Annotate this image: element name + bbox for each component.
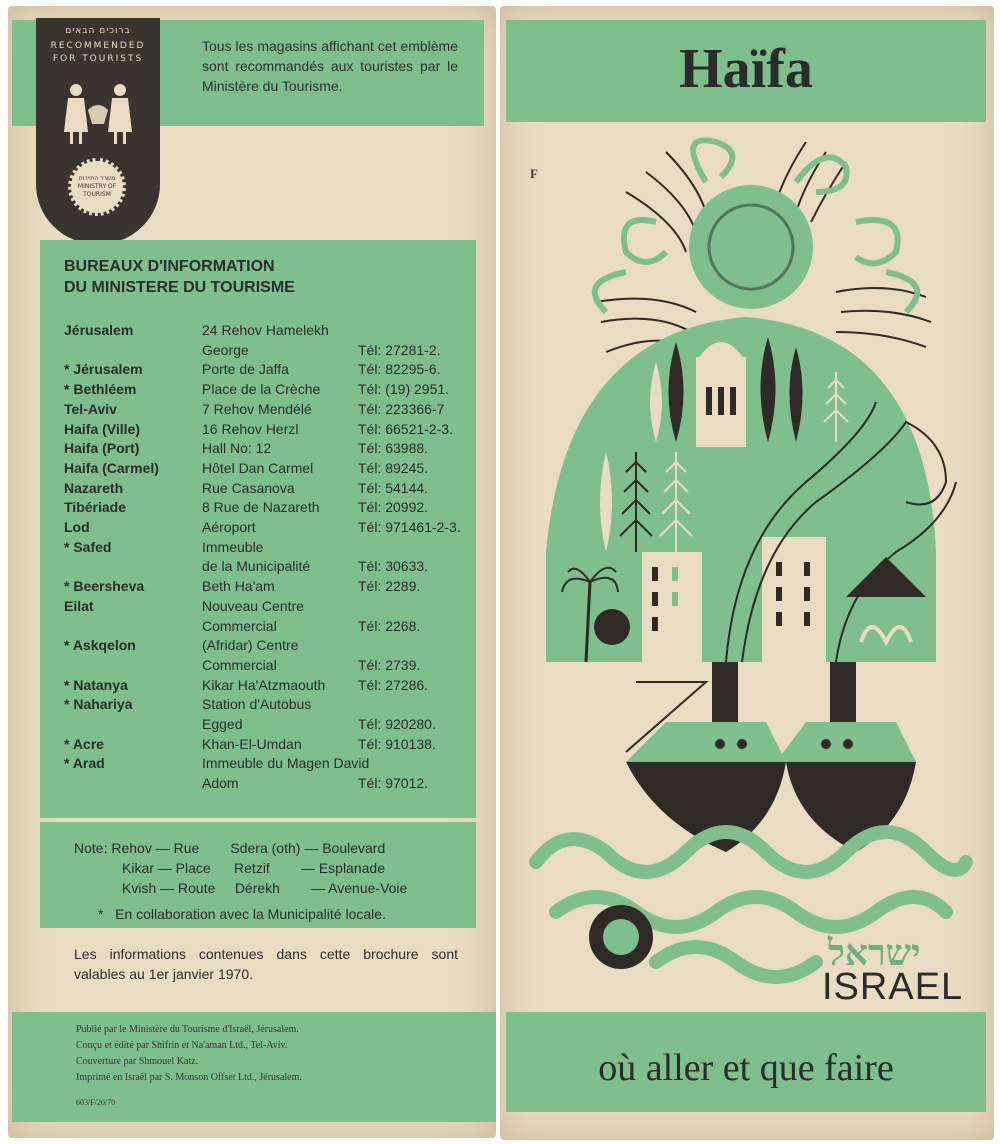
figures-icon <box>54 80 142 150</box>
city-illustration <box>506 122 986 1012</box>
office-addr: Aéroport <box>202 519 256 535</box>
office-addr: Hall No: 12 <box>202 440 272 457</box>
ministry-seal: משרד התיירות MINISTRY OF TOURISM <box>68 158 126 216</box>
emblem-label-line2: FOR TOURISTS <box>52 54 144 64</box>
office-city: * Askqelon <box>64 637 136 654</box>
office-city: * Acre <box>64 735 104 752</box>
office-city: Jérusalem <box>64 322 134 338</box>
office-city: Tel-Aviv <box>64 400 117 417</box>
note-box <box>40 822 476 928</box>
office-city: * Safed <box>64 538 112 555</box>
office-addr: Hôtel Dan Carmel <box>202 459 314 476</box>
office-addr: Commercial <box>202 656 277 673</box>
intro-text: Tous les magasins affichant cet emblème sont recommandés aux touristes par le Ministère du Tourisme. <box>202 38 458 94</box>
office-city: * Bethléem <box>64 381 137 398</box>
office-city: * Arad <box>64 755 105 772</box>
credits <box>76 1022 376 1086</box>
office-tel: Tél: 30633. <box>358 558 429 575</box>
credit-line: Imprimé en Israël par S. Monson Offset Ltd., Jérusalem. <box>76 1072 302 1083</box>
bureaux-box <box>40 240 476 818</box>
emblem-hebrew: ברוכים הבאים <box>65 26 131 36</box>
office-city: Tibériade <box>64 499 126 516</box>
office-addr: Khan-El-Umdan <box>202 735 302 752</box>
office-addr: Egged <box>202 716 243 732</box>
office-tel: Tél: 971461-2-3. <box>358 519 461 535</box>
office-addr: Place de la Crèche <box>202 381 321 398</box>
office-addr: George <box>202 341 249 358</box>
emblem-label <box>36 40 160 66</box>
office-city: * Jérusalem <box>64 361 143 378</box>
office-addr: Immeuble du Magen David <box>202 755 370 772</box>
office-city: * Nahariya <box>64 696 133 713</box>
office-addr: Station d'Autobus <box>202 696 312 713</box>
office-addr: Rue Casanova <box>202 479 295 496</box>
recommended-emblem <box>36 18 160 244</box>
office-tel: Tél: 89245. <box>358 459 429 476</box>
office-addr: de la Municipalité <box>202 558 311 575</box>
office-tel: Tél: 27281-2. <box>358 341 441 358</box>
office-city: Lod <box>64 519 90 535</box>
office-tel: Tél: 97012. <box>358 775 429 792</box>
office-addr: Immeuble <box>202 538 264 555</box>
office-tel: Tél: 82295-6. <box>358 361 441 378</box>
credit-line: Conçu et édité par Shifrin et Na'aman Ltd., Tel-Aviv. <box>76 1040 288 1051</box>
cover-title: Haïfa <box>679 38 813 100</box>
office-tel: Tél: 20992. <box>358 499 429 516</box>
office-addr: 7 Rehov Mendélé <box>202 400 312 417</box>
office-addr: Commercial <box>202 617 277 634</box>
emblem-label-line1: RECOMMENDED <box>50 41 146 51</box>
office-city: Haifa (Port) <box>64 440 140 457</box>
office-addr: Nouveau Centre <box>202 597 304 614</box>
office-tel: Tél: 2289. <box>358 578 421 595</box>
credit-line: Couverture par Shmouel Katz. <box>76 1056 199 1067</box>
note-line-2: Kikar — Place Retzif — Esplanade <box>122 860 385 876</box>
validity-note: Les informations contenues dans cette brochure sont valables au 1er janvier 1970. <box>74 946 458 982</box>
office-addr: 8 Rue de Nazareth <box>202 499 320 516</box>
office-tel: Tél: 2739. <box>358 656 421 673</box>
office-addr: (Afridar) Centre <box>202 637 299 654</box>
office-tel: Tél: (19) 2951. <box>358 381 450 398</box>
bureaux-title <box>64 256 295 298</box>
office-addr: Kikar Ha'Atzmaouth <box>202 676 326 693</box>
note-line-3: Kvish — Route Dérekh — Avenue-Voie <box>122 880 408 896</box>
office-city: Haifa (Ville) <box>64 420 140 437</box>
credit-line: Publié par le Ministère du Tourisme d'Israël, Jérusalem. <box>76 1024 299 1035</box>
office-addr: 16 Rehov Herzl <box>202 420 299 437</box>
office-tel: Tél: 27286. <box>358 676 429 693</box>
note-footnote: * En collaboration avec la Municipalité locale. <box>98 906 386 922</box>
office-addr: Porte de Jaffa <box>202 361 289 378</box>
office-city: Nazareth <box>64 479 124 496</box>
office-addr: Beth Ha'am <box>202 578 275 595</box>
office-tel: Tél: 910138. <box>358 735 436 752</box>
reference-code: 603/F/20/70 <box>76 1098 116 1107</box>
office-city: * Natanya <box>64 676 128 693</box>
office-addr: 24 Rehov Hamelekh <box>202 322 329 338</box>
office-city: * Beersheva <box>64 578 145 595</box>
office-tel: Tél: 223366-7 <box>358 400 445 417</box>
israel-wordmark: ISRAEL <box>822 966 964 1008</box>
cover-subtitle: où aller et que faire <box>598 1047 894 1089</box>
office-addr: Adom <box>202 775 239 792</box>
office-tel: Tél: 66521-2-3. <box>358 420 453 437</box>
office-tel: Tél: 63988. <box>358 440 429 457</box>
bureaux-title-line2: DU MINISTERE DU TOURISME <box>64 279 295 296</box>
office-tel: Tél: 920280. <box>358 716 436 732</box>
office-city: Haifa (Carmel) <box>64 459 159 476</box>
bureaux-title-line1: BUREAUX D'INFORMATION <box>64 258 275 275</box>
note-line-1: Note: Rehov — Rue Sdera (oth) — Boulevard <box>74 840 386 856</box>
hebrew-israel: ישראל <box>828 932 921 974</box>
language-letter: F <box>530 166 538 181</box>
office-tel: Tél: 2268. <box>358 617 421 634</box>
office-city: Eilat <box>64 597 94 614</box>
office-tel: Tél: 54144. <box>358 479 429 496</box>
